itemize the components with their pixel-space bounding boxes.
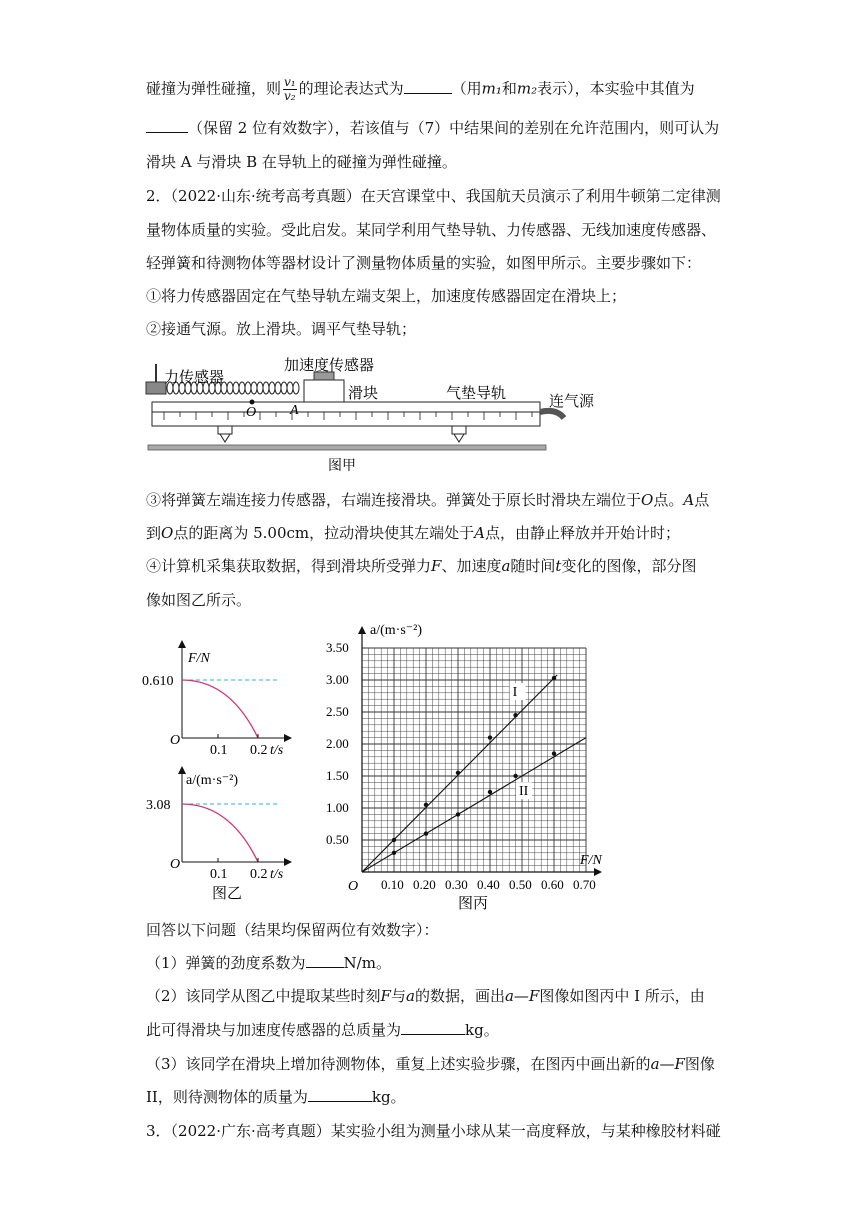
data-point-II xyxy=(456,812,460,816)
step-2: ②接通气源。放上滑块。调平气垫导轨； xyxy=(146,320,417,338)
y-tick-label: 2.50 xyxy=(326,704,349,719)
caption-bing: 图丙 xyxy=(458,896,489,912)
y-tick-label: 0.50 xyxy=(326,832,349,847)
question-2: （2）该同学从图乙中提取某些时刻F与a的数据，画出a—F图像如图丙中 I 所示，由 xyxy=(146,987,705,1005)
text-line-12: 像如图乙所示。 xyxy=(146,591,252,609)
series-label-I: I xyxy=(512,685,518,700)
data-point-I xyxy=(488,735,492,739)
text-line-16: 此可得滑块与加速度传感器的总质量为 kg。 xyxy=(146,1021,499,1039)
data-point-II xyxy=(552,751,556,755)
y-tick-label: 1.50 xyxy=(326,768,349,783)
text-line-3: 滑块 A 与滑块 B 在导轨上的碰撞为弹性碰撞。 xyxy=(146,153,457,171)
origin-O: O xyxy=(170,733,181,748)
fraction-v1-v2: $\frac{\text{v₁}}{\text{v₂}}$ xyxy=(284,75,296,103)
x-tick-label: 0.30 xyxy=(445,877,468,892)
tick-0.1: 0.1 xyxy=(210,743,228,758)
axis-label-F: F/N xyxy=(188,651,210,666)
answer-blank-1 xyxy=(306,953,344,968)
axis-label-t: t/s xyxy=(270,743,284,758)
origin-O: O xyxy=(170,857,181,872)
axis-label-t: t/s xyxy=(270,867,284,882)
data-point-I xyxy=(424,803,428,807)
origin-label: O xyxy=(348,879,359,894)
label-A: A xyxy=(290,403,299,418)
data-point-II xyxy=(513,774,517,778)
step-1: ①将力传感器固定在气垫导轨左端支架上，加速度传感器固定在滑块上； xyxy=(146,287,627,305)
question-2-title: 2．（2022·山东·统考高考真题）在天宫课堂中、我国航天员演示了利用牛顿第二定律测 xyxy=(146,187,721,205)
answer-blank xyxy=(404,79,452,94)
y-axis-label: a/(m·s⁻²) xyxy=(370,623,423,638)
caption-jia: 图甲 xyxy=(328,459,356,474)
answer-blank-2 xyxy=(401,1020,465,1035)
axis-label-a: a/(m·s⁻²) xyxy=(186,773,239,788)
y-tick-label: 3.50 xyxy=(326,640,349,655)
tick-0.2: 0.2 xyxy=(250,743,268,758)
x-tick-label: 0.20 xyxy=(413,877,436,892)
text-line-5: 量物体质量的实验。受此启发。某同学利用气垫导轨、力传感器、无线加速度传感器、 xyxy=(146,221,717,239)
tick-0.1: 0.1 xyxy=(210,867,228,882)
x-axis-label: F/N xyxy=(580,853,602,868)
answer-blank-3 xyxy=(308,1087,372,1102)
text: 碰撞为弹性碰撞，则 xyxy=(146,79,282,98)
x-tick-label: 0.10 xyxy=(381,877,404,892)
caption-yi: 图乙 xyxy=(212,886,243,902)
value-F-0610: 0.610 xyxy=(142,674,174,689)
data-point-II xyxy=(488,790,492,794)
answer-blank xyxy=(146,118,188,133)
text-line-2: （保留 2 位有效数字），若该值与（7）中结果间的差别在允许范围内，则可认为 xyxy=(146,118,719,138)
figure-yi-graphs xyxy=(140,640,300,900)
question-3-title: 3．（2022·广东·高考真题）某实验小组为测量小球从某一高度释放，与某种橡胶材料碰 xyxy=(146,1122,721,1140)
question-1: （1）弹簧的劲度系数为 N/m。 xyxy=(146,954,391,972)
tick-0.2: 0.2 xyxy=(250,867,268,882)
y-tick-label: 2.00 xyxy=(326,736,349,751)
data-point-I xyxy=(513,713,517,717)
data-point-II xyxy=(424,831,428,835)
x-tick-label: 0.60 xyxy=(541,877,564,892)
figure-bing-chart xyxy=(320,618,620,912)
y-tick-label: 3.00 xyxy=(326,672,349,687)
data-point-I xyxy=(552,676,556,680)
y-tick-label: 1.00 xyxy=(326,800,349,815)
series-label-II: II xyxy=(519,784,529,800)
label-slider: 滑块 xyxy=(348,386,379,402)
text-line-6: 轻弹簧和待测物体等器材设计了测量物体质量的实验，如图甲所示。主要步骤如下： xyxy=(146,254,702,272)
label-air-source: 连气源 xyxy=(549,392,595,410)
answer-instruction: 回答以下问题（结果均保留两位有效数字）： xyxy=(146,921,439,939)
x-tick-label: 0.70 xyxy=(573,877,596,892)
label-O: O xyxy=(246,405,257,420)
step-3: ③将弹簧左端连接力传感器，右端连接滑块。弹簧处于原长时滑块左端位于O点。A点 xyxy=(146,491,710,509)
data-point-II xyxy=(392,851,396,855)
label-air-track: 气垫导轨 xyxy=(446,386,507,402)
x-tick-label: 0.40 xyxy=(477,877,500,892)
x-axis-arrow xyxy=(594,868,602,876)
question-3: （3）该同学在滑块上增加待测物体，重复上述实验步骤，在图丙中画出新的a—F图像 xyxy=(146,1055,715,1073)
step-4: ④计算机采集获取数据，得到滑块所受弹力F、加速度a随时间t变化的图像，部分图 xyxy=(146,557,697,575)
text-line-18: II，则待测物体的质量为 kg。 xyxy=(146,1088,406,1106)
data-point-I xyxy=(456,771,460,775)
label-force-sensor: 力传感器 xyxy=(164,370,225,386)
text-line-1: 碰撞为弹性碰撞，则 $\frac{\text{v₁}}{\text{v₂}}$ 的理论表达式为 （用m₁和m₂表示），本实验中其值为 xyxy=(146,75,695,103)
value-a-308: 3.08 xyxy=(146,798,171,813)
text-line-10: 到O点的距离为 5.00cm，拉动滑块使其左端处于A点，由静止释放并开始计时； xyxy=(146,524,680,542)
figure-jia-apparatus xyxy=(144,350,564,478)
y-axis-arrow xyxy=(358,626,366,634)
x-tick-label: 0.50 xyxy=(509,877,532,892)
data-point-I xyxy=(392,838,396,842)
label-accel-sensor: 加速度传感器 xyxy=(284,358,375,374)
